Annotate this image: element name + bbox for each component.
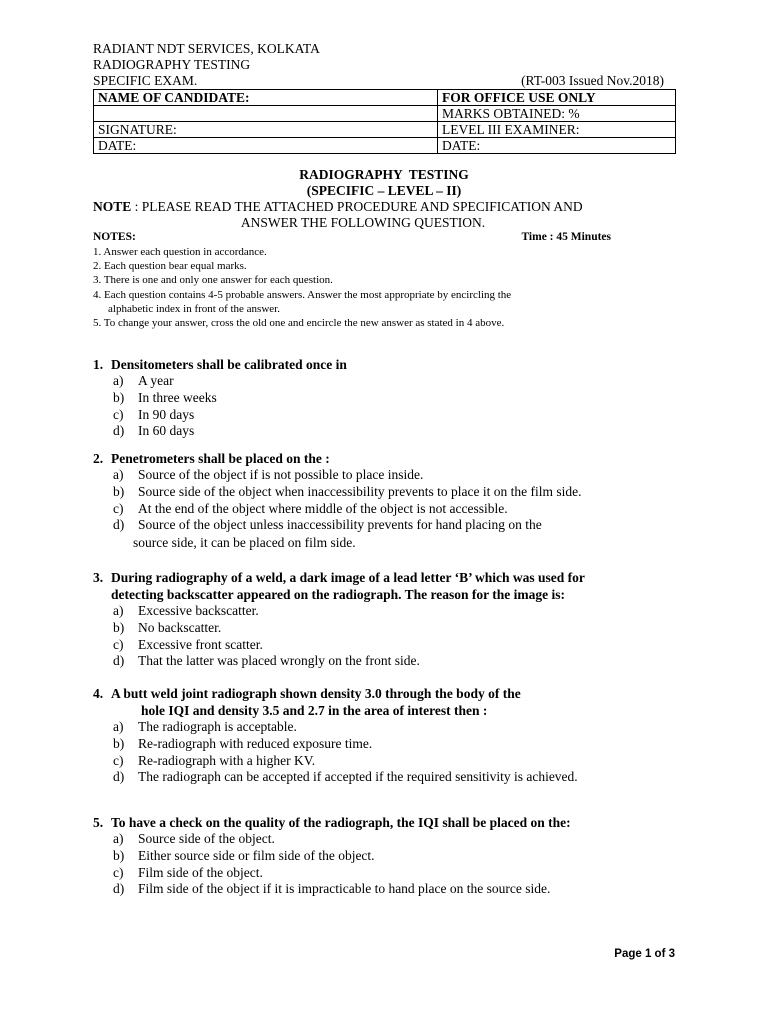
answer-option[interactable]: c) Excessive front scatter. <box>113 636 263 652</box>
instruction-item: 4. Each question contains 4-5 probable answers. Answer the most appropriate by encircling the <box>93 288 512 301</box>
question-3 <box>93 569 693 670</box>
answer-option[interactable]: a) Source side of the object. <box>113 831 275 846</box>
answer-option[interactable]: c) Re-radiograph with a higher KV. <box>113 752 316 768</box>
answer-option[interactable]: c) Film side of the object. <box>113 864 263 880</box>
name-of-candidate-label: NAME OF CANDIDATE: <box>94 90 438 106</box>
document-reference: (RT-003 Issued Nov.2018) <box>521 73 664 88</box>
answer-option[interactable]: b) Either source side or film side of the object. <box>113 847 375 863</box>
examiner-label: LEVEL III EXAMINER: <box>438 122 676 138</box>
note-text-2: ANSWER THE FOLLOWING QUESTION. <box>240 215 486 230</box>
exam-subtitle: (SPECIFIC – LEVEL – II) <box>306 183 462 198</box>
office-use-label: FOR OFFICE USE ONLY <box>438 90 676 106</box>
exam-line: SPECIFIC EXAM. <box>93 73 198 88</box>
answer-option[interactable]: d) Source of the object unless inaccessibility prevents for hand placing on the <box>113 517 542 533</box>
question-title: 5. To have a check on the quality of the radiograph, the IQI shall be placed on the: <box>93 815 571 830</box>
exam-title: RADIOGRAPHY TESTING <box>299 167 469 182</box>
date-label-right: DATE: <box>438 138 676 154</box>
instruction-item: 5. To change your answer, cross the old one and encircle the new answer as stated in 4 above. <box>93 317 505 330</box>
answer-option[interactable]: b) Source side of the object when inaccessibility prevents to place it on the film side. <box>113 483 582 499</box>
date-label-left: DATE: <box>94 138 438 154</box>
answer-option[interactable]: c) In 90 days <box>113 406 195 422</box>
question-title: 4. A butt weld joint radiograph shown density 3.0 through the body of the <box>93 686 521 701</box>
question-5 <box>93 814 693 898</box>
answer-option[interactable]: a) A year <box>113 373 174 388</box>
question-title-continued: hole IQI and density 3.5 and 2.7 in the area of interest then : <box>141 703 488 718</box>
question-4 <box>93 685 693 786</box>
page-number: Page 1 of 3 <box>614 948 675 960</box>
question-2 <box>93 450 693 552</box>
answer-option[interactable]: d) In 60 days <box>113 423 195 439</box>
name-of-candidate-field[interactable] <box>94 106 438 122</box>
answer-option[interactable]: d) Film side of the object if it is impracticable to hand place on the source side. <box>113 881 551 897</box>
question-title: 3. During radiography of a weld, a dark image of a lead letter ‘B’ which was used for <box>93 570 585 585</box>
instruction-item: alphabetic index in front of the answer. <box>108 302 280 315</box>
answer-option[interactable]: d) That the latter was placed wrongly on the front side. <box>113 653 420 669</box>
answer-option[interactable]: a) The radiograph is acceptable. <box>113 719 297 734</box>
answer-option[interactable]: d) The radiograph can be accepted if accepted if the required sensitivity is achieved. <box>113 769 578 785</box>
org-name: RADIANT NDT SERVICES, KOLKATA <box>93 41 320 56</box>
question-title-continued: detecting backscatter appeared on the radiograph. The reason for the image is: <box>111 587 565 602</box>
subject-line: RADIOGRAPHY TESTING <box>93 57 251 72</box>
answer-option[interactable]: b) In three weeks <box>113 389 217 405</box>
instruction-item: 3. There is one and only one answer for each question. <box>93 274 333 287</box>
candidate-info-table <box>93 89 676 154</box>
instruction-item: 2. Each question bear equal marks. <box>93 260 247 273</box>
answer-option[interactable]: a) Source of the object if is not possible to place inside. <box>113 467 424 482</box>
answer-option-continuation: source side, it can be placed on film side. <box>133 535 356 551</box>
note-label: NOTE <box>93 199 132 214</box>
answer-option[interactable]: b) No backscatter. <box>113 619 222 635</box>
note-text-1: : PLEASE READ THE ATTACHED PROCEDURE AND SPECIFICATION AND <box>131 199 583 214</box>
notes-header: NOTES: <box>93 231 136 243</box>
question-title: 2. Penetrometers shall be placed on the : <box>93 451 330 466</box>
instructions-list <box>93 245 653 330</box>
question-title: 1. Densitometers shall be calibrated once in <box>93 357 347 372</box>
marks-obtained-label: MARKS OBTAINED: % <box>438 106 676 122</box>
signature-label: SIGNATURE: <box>94 122 438 138</box>
instruction-item: 1. Answer each question in accordance. <box>93 246 267 258</box>
answer-option[interactable]: a) Excessive backscatter. <box>113 603 259 618</box>
answer-option[interactable]: c) At the end of the object where middle of the object is not accessible. <box>113 500 508 516</box>
time-limit: Time : 45 Minutes <box>521 231 611 243</box>
question-1 <box>93 356 693 440</box>
answer-option[interactable]: b) Re-radiograph with reduced exposure time. <box>113 735 373 751</box>
note-block <box>93 199 633 231</box>
